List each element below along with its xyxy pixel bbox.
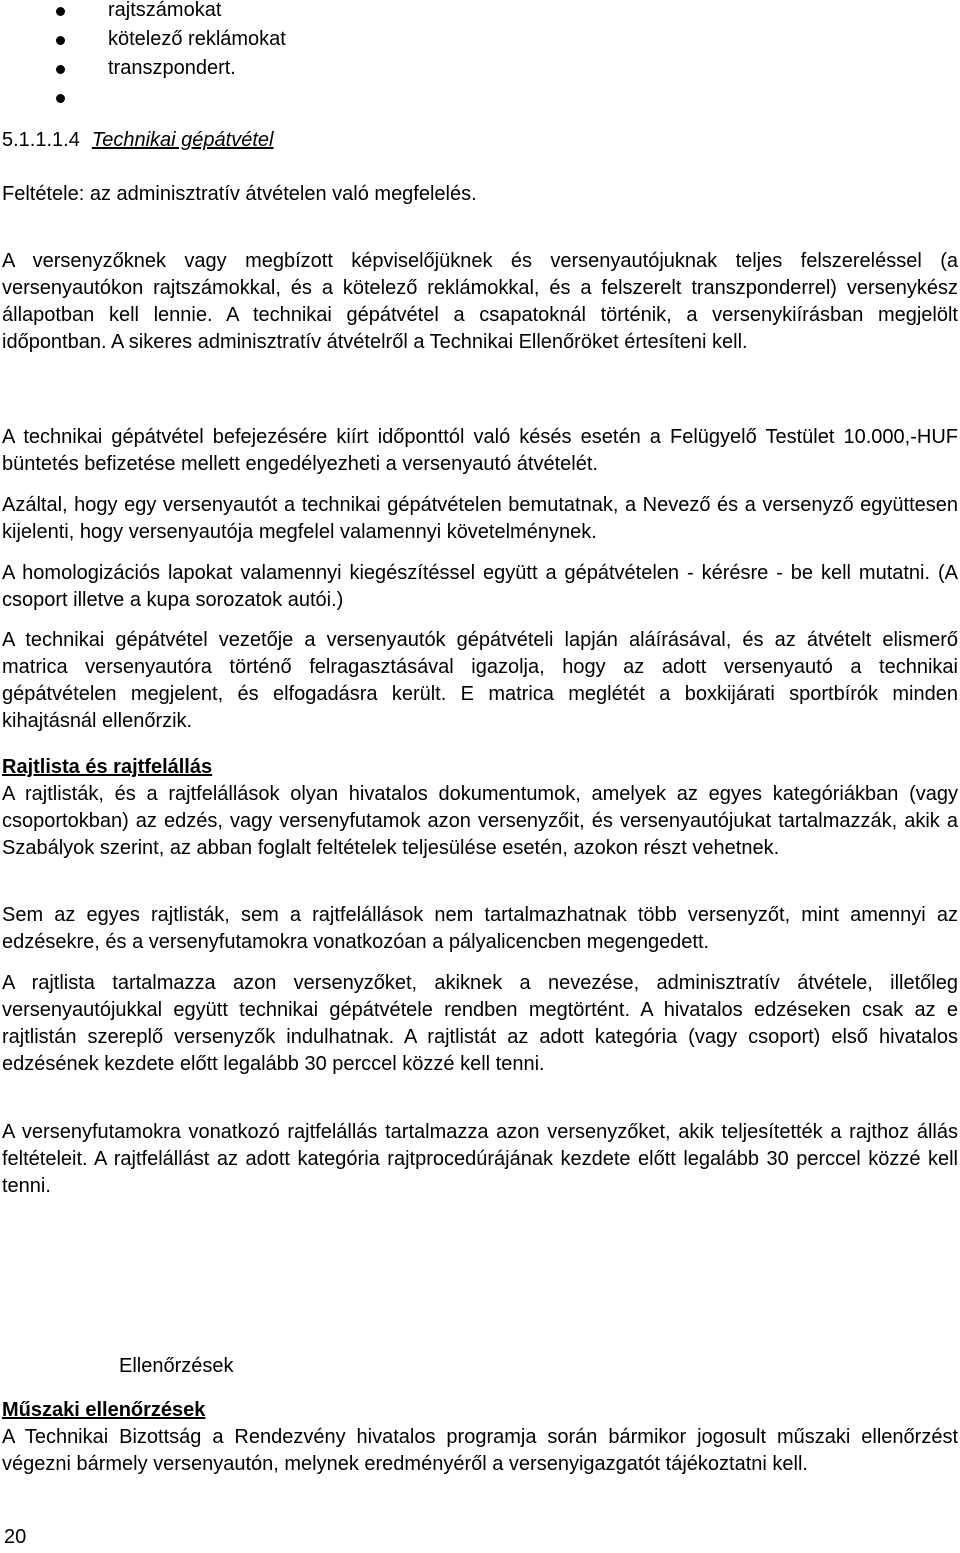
paragraph-start-list-content: A rajtlista tartalmazza azon versenyzőket, akiknek a nevezése, adminisztratív átvétele, illetőleg versenyautójukkal együtt technikai gépátvétele rendben megtörtént. A hivatalos edzéseken csak az e rajtlistán szereplő versenyzők indulhatnak. A rajtlistát az adott kategória (vagy csoport) első hivatalos edzésének kezdete előtt legalább 30 perccel közzé kell tenni. xyxy=(2,972,958,1075)
paragraph-requirements: A versenyzőknek vagy megbízott képviselőjüknek és versenyautójuknak teljes felszereléssel (a versenyautókon rajtszámokkal, és a kötelező reklámokkal, és a felszerelt transzponderrel) versenykész állapotban kell lennie. A technikai gépátvétel a csapatoknál történik, a versenykiírásban megjelölt időpontban. A sikeres adminisztratív átvételről a Technikai Ellenőröket értesíteni kell. xyxy=(2,250,958,353)
paragraph-sticker: A technikai gépátvétel vezetője a versenyautók gépátvételi lapján aláírásával, és az átvételt elismerő matrica versenyautóra történő felragasztásával igazolja, hogy az adott versenyautó a technikai gépátvételen megjelent, és elfogadásra került. E matrica meglétét a boxkijárati sportbírók minden kihajtásnál ellenőrzik. xyxy=(2,629,958,732)
heading-technical-checks: Műszaki ellenőrzések xyxy=(2,1399,206,1421)
paragraph-start-lists: A rajtlisták, és a rajtfelállások olyan hivatalos dokumentumok, amelyek az egyes kategóriákban (vagy csoportokban) az edzés, vagy versenyfutamok azon versenyzőit, és versenyautójukat tartalmazzák, akik a Szabályok szerint, az abban foglalt feltételek teljesülése esetén, azokon részt vehetnek. xyxy=(2,783,958,859)
bullet-dot-icon xyxy=(56,36,65,45)
bullet-item xyxy=(2,84,286,113)
bullet-item: rajtszámokat xyxy=(2,0,286,26)
bullet-item: transzpondert. xyxy=(2,55,286,84)
paragraph-limits: Sem az egyes rajtlisták, sem a rajtfelállások nem tartalmazhatnak több versenyzőt, mint amennyi az edzésekre, és a versenyfutamokra vonatkozóan a pályalicencben megengedett. xyxy=(2,904,958,953)
paragraph-homologation: A homologizációs lapokat valamennyi kiegészítéssel együtt a gépátvételen - kérésre - be kell mutatni. (A csoport illetve a kupa sorozatok autói.) xyxy=(2,562,958,611)
paragraph-delay-penalty: A technikai gépátvétel befejezésére kiírt időponttól való késés esetén a Felügyelő Testület 10.000,-HUF büntetés befizetése mellett engedélyezheti a versenyautó átvételét. xyxy=(2,426,958,475)
bullet-list xyxy=(2,0,286,113)
paragraph-technical-checks: A Technikai Bizottság a Rendezvény hivatalos programja során bármikor jogosult műszaki ellenőrzést végezni bármely versenyautón, melynek eredményéről a versenyigazgatót tájékoztatni kell. xyxy=(2,1426,958,1475)
heading-start-list: Rajtlista és rajtfelállás xyxy=(2,756,213,778)
section-title: Technikai gépátvétel xyxy=(91,129,274,151)
bullet-dot-icon xyxy=(56,7,65,16)
paragraph-grid: A versenyfutamokra vonatkozó rajtfelállás tartalmazza azon versenyzőket, akik teljesítették a rajthoz állás feltételeit. A rajtfelállást az adott kategória rajtprocedúrájának kezdete előtt legalább 30 perccel közzé kell tenni. xyxy=(2,1121,958,1197)
section-heading xyxy=(2,127,273,154)
page-number: 20 xyxy=(4,1526,27,1548)
bullet-dot-icon xyxy=(56,65,65,74)
paragraph-declaration: Azáltal, hogy egy versenyautót a technikai gépátvételen bemutatnak, a Nevező és a versenyző együttesen kijelenti, hogy versenyautója megfelel valamennyi követelménynek. xyxy=(2,494,958,543)
bullet-dot-icon xyxy=(56,94,65,103)
bullet-item: kötelező reklámokat xyxy=(2,26,286,55)
heading-checks: Ellenőrzések xyxy=(119,1355,234,1377)
section-number: 5.1.1.1.4 xyxy=(2,129,80,151)
paragraph-precondition: Feltétele: az adminisztratív átvételen való megfelelés. xyxy=(2,183,477,205)
